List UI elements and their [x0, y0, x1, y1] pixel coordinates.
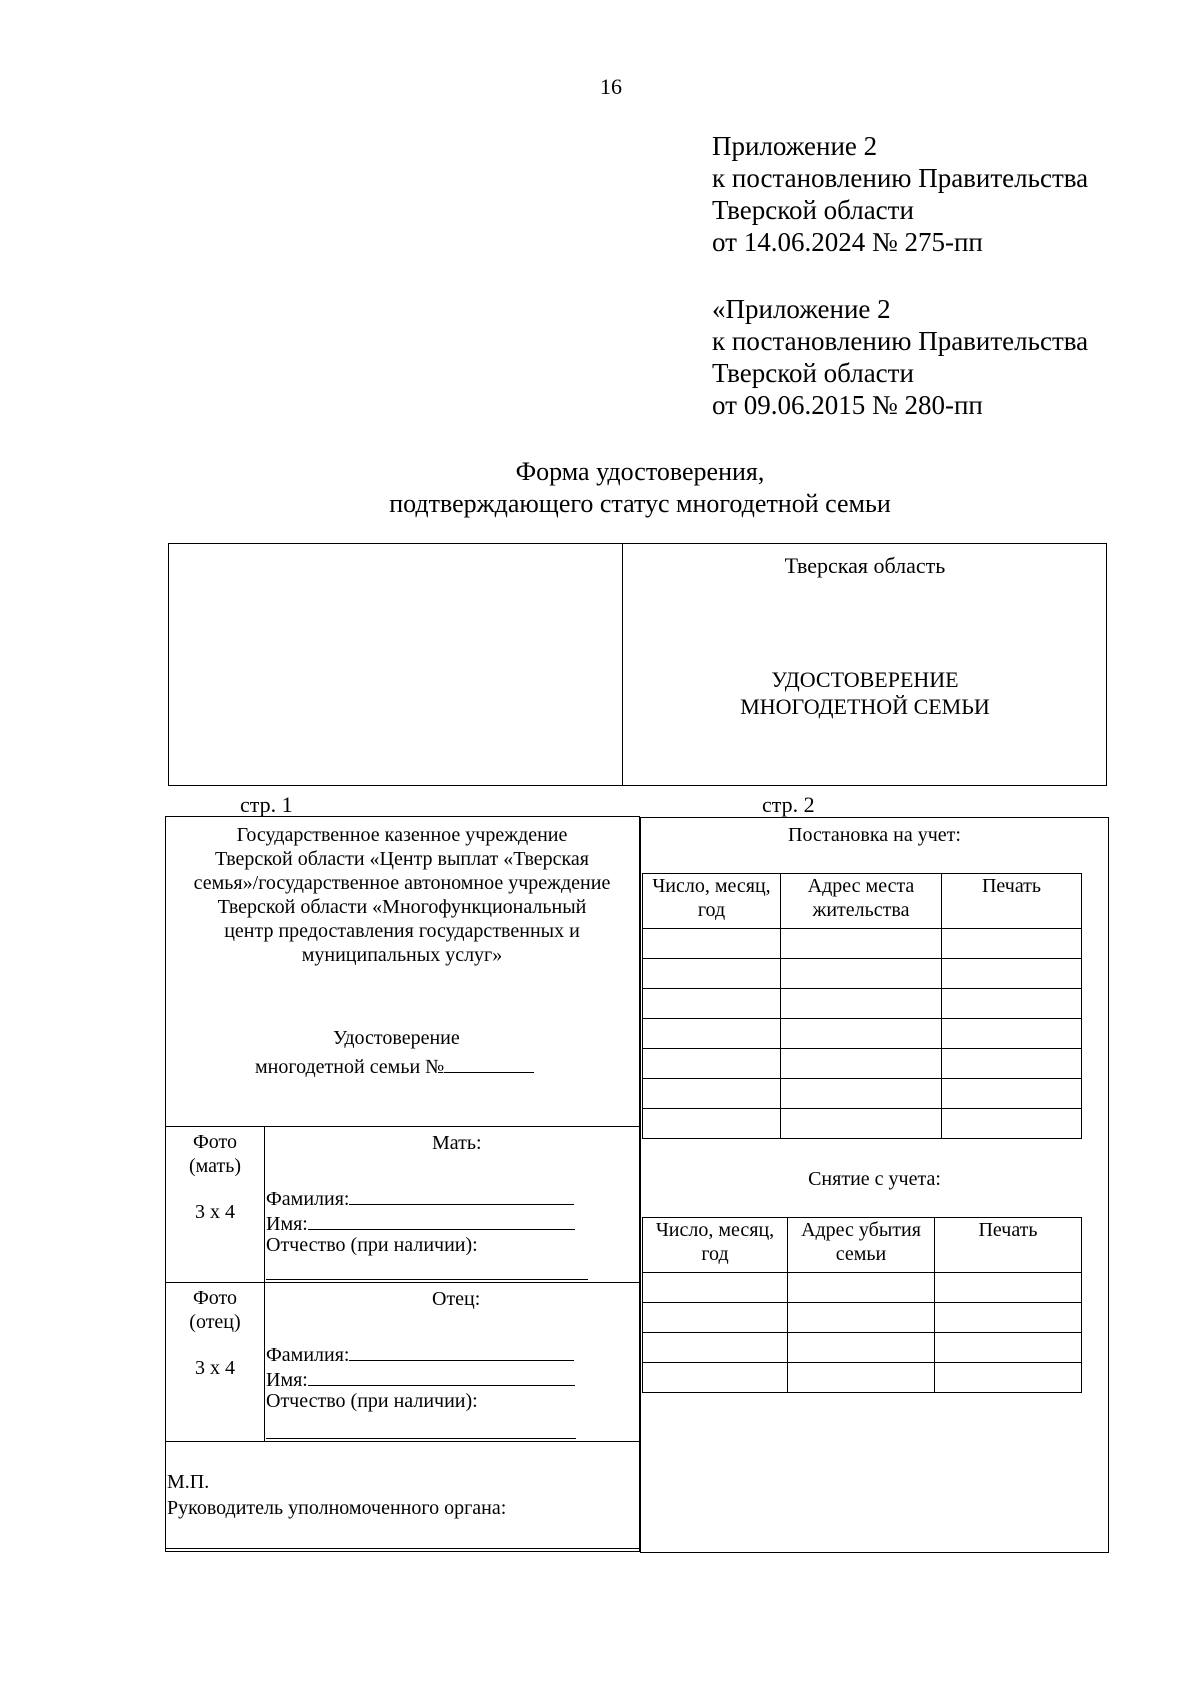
- header-line: Адрес убытия: [801, 1219, 921, 1241]
- table-cell[interactable]: [643, 1333, 788, 1363]
- certificate-number-text: многодетной семьи №: [255, 1056, 445, 1078]
- table-row: [643, 1363, 1082, 1393]
- header-line: год: [697, 899, 726, 921]
- table-cell[interactable]: [643, 1363, 788, 1393]
- table-cell[interactable]: [643, 929, 781, 959]
- appendix-line: к постановлению Правительства: [712, 326, 1089, 356]
- table-row: [643, 1303, 1082, 1333]
- signature-top-divider: [165, 1441, 640, 1442]
- table-header-cell: [781, 874, 942, 929]
- mother-surname-row: [266, 1184, 574, 1211]
- table-cell[interactable]: [781, 959, 942, 989]
- institution-line: семья»/государственное автономное учреждение: [193, 872, 611, 894]
- mother-heading: Мать:: [432, 1132, 482, 1154]
- institution-line: центр предоставления государственных и: [224, 920, 580, 942]
- header-line: год: [701, 1243, 729, 1265]
- table-header-cell: [643, 874, 781, 929]
- table-row: [643, 959, 1082, 989]
- table-cell[interactable]: [643, 959, 781, 989]
- appendix-original: [712, 293, 1088, 421]
- name-label: Имя:: [266, 1213, 308, 1235]
- table-row: [643, 1019, 1082, 1049]
- page1-label: стр. 1: [240, 792, 293, 817]
- mother-patronymic-field[interactable]: [266, 1279, 588, 1280]
- table-header-cell: [935, 1218, 1082, 1273]
- table-header-row: [643, 1218, 1082, 1273]
- stamp-placeholder: М.П.: [167, 1471, 210, 1493]
- cover-divider: [622, 543, 623, 786]
- table-row: [643, 1109, 1082, 1139]
- table-cell[interactable]: [942, 1109, 1082, 1139]
- table-row: [643, 929, 1082, 959]
- table-cell[interactable]: [781, 1019, 942, 1049]
- appendix-line: от 09.06.2015 № 280-пп: [712, 390, 983, 420]
- appendix-line: «Приложение 2: [712, 294, 891, 324]
- table-cell[interactable]: [781, 1109, 942, 1139]
- header-line: жительства: [812, 899, 910, 921]
- header-line: семьи: [835, 1243, 887, 1265]
- photo-size: 3 х 4: [195, 1357, 235, 1379]
- institution-name: [167, 823, 637, 967]
- header-line: Адрес места: [807, 875, 915, 897]
- appendix-line: Тверской области: [712, 358, 914, 388]
- table-cell[interactable]: [942, 929, 1082, 959]
- table-cell[interactable]: [788, 1303, 935, 1333]
- father-photo-placeholder: [167, 1286, 263, 1380]
- father-heading: Отец:: [432, 1288, 481, 1310]
- cover-box: [168, 543, 1107, 786]
- father-top-divider: [165, 1282, 640, 1283]
- institution-line: Тверской области «Многофункциональный: [217, 896, 587, 918]
- cover-title-line: МНОГОДЕТНОЙ СЕМЬИ: [740, 694, 990, 719]
- deregistration-heading: Снятие с учета:: [808, 1168, 941, 1190]
- registration-table: [642, 873, 1082, 1139]
- photo-label: Фото: [192, 1131, 237, 1153]
- table-cell[interactable]: [942, 1019, 1082, 1049]
- father-name-row: [266, 1365, 575, 1392]
- cover-region: Тверская область: [784, 553, 946, 578]
- table-cell[interactable]: [781, 1049, 942, 1079]
- father-name-field[interactable]: [308, 1365, 575, 1386]
- table-cell[interactable]: [643, 1109, 781, 1139]
- registration-heading: Постановка на учет:: [788, 824, 961, 846]
- appendix-current: [712, 130, 1088, 258]
- table-row: [643, 1273, 1082, 1303]
- photo-label: Фото: [192, 1287, 237, 1309]
- institution-line: муниципальных услуг»: [301, 944, 503, 966]
- mother-name-field[interactable]: [308, 1209, 575, 1230]
- table-cell[interactable]: [643, 1019, 781, 1049]
- table-cell[interactable]: [781, 1079, 942, 1109]
- page-number: 16: [600, 74, 622, 99]
- deregistration-table: [642, 1217, 1082, 1393]
- header-line: Печать: [978, 1219, 1038, 1241]
- page2-label: стр. 2: [762, 792, 815, 817]
- appendix-line: Тверской области: [712, 195, 914, 225]
- table-cell[interactable]: [935, 1273, 1082, 1303]
- table-header-cell: [788, 1218, 935, 1273]
- head-signature-label: Руководитель уполномоченного органа:: [167, 1497, 507, 1519]
- table-row: [643, 1333, 1082, 1363]
- appendix-line: от 14.06.2024 № 275-пп: [712, 227, 983, 257]
- table-cell[interactable]: [643, 989, 781, 1019]
- institution-line: Тверской области «Центр выплат «Тверская: [214, 848, 590, 870]
- father-surname-row: [266, 1340, 574, 1367]
- surname-label: Фамилия:: [266, 1344, 350, 1366]
- photo-caption: (отец): [189, 1311, 241, 1333]
- table-cell[interactable]: [935, 1333, 1082, 1363]
- form-title-line: Форма удостоверения,: [515, 457, 765, 486]
- certificate-title: Удостоверение: [333, 1027, 460, 1049]
- table-cell[interactable]: [935, 1363, 1082, 1393]
- mother-photo-placeholder: [167, 1130, 263, 1224]
- surname-label: Фамилия:: [266, 1188, 350, 1210]
- photo-size: 3 х 4: [195, 1201, 235, 1223]
- table-cell[interactable]: [781, 989, 942, 1019]
- institution-line: Государственное казенное учреждение: [236, 824, 568, 846]
- table-cell[interactable]: [788, 1273, 935, 1303]
- appendix-line: Приложение 2: [712, 131, 878, 161]
- photo-column-divider: [264, 1126, 265, 1441]
- mother-name-row: [266, 1209, 575, 1236]
- table-cell[interactable]: [781, 929, 942, 959]
- certificate-number-label: [255, 1052, 534, 1079]
- mother-patronymic-label: Отчество (при наличии):: [266, 1234, 478, 1256]
- page1-bottom-border: [165, 1548, 640, 1552]
- header-line: Печать: [981, 875, 1042, 897]
- table-header-cell: [942, 874, 1082, 929]
- table-cell[interactable]: [788, 1333, 935, 1363]
- table-cell[interactable]: [942, 959, 1082, 989]
- name-label: Имя:: [266, 1369, 308, 1391]
- header-line: Число, месяц,: [652, 875, 771, 897]
- father-patronymic-field[interactable]: [266, 1438, 576, 1439]
- certificate-number-field[interactable]: [444, 1052, 534, 1073]
- photo-caption: (мать): [188, 1155, 242, 1177]
- header-line: Число, месяц,: [655, 1219, 775, 1241]
- table-row: [643, 989, 1082, 1019]
- table-row: [643, 1079, 1082, 1109]
- table-cell[interactable]: [643, 1079, 781, 1109]
- father-patronymic-label: Отчество (при наличии):: [266, 1390, 478, 1412]
- mother-surname-field[interactable]: [349, 1184, 574, 1205]
- table-header-row: [643, 874, 1082, 929]
- table-cell[interactable]: [942, 989, 1082, 1019]
- form-title: [300, 456, 980, 520]
- table-cell[interactable]: [643, 1049, 781, 1079]
- appendix-line: к постановлению Правительства: [712, 163, 1089, 193]
- table-cell[interactable]: [788, 1363, 935, 1393]
- form-title-line: подтверждающего статус многодетной семьи: [389, 489, 891, 518]
- table-cell[interactable]: [935, 1303, 1082, 1333]
- table-cell[interactable]: [643, 1273, 788, 1303]
- father-surname-field[interactable]: [349, 1340, 574, 1361]
- cover-title-line: УДОСТОВЕРЕНИЕ: [771, 667, 959, 692]
- table-cell[interactable]: [643, 1303, 788, 1333]
- mother-top-divider: [165, 1126, 640, 1127]
- table-header-cell: [643, 1218, 788, 1273]
- table-cell[interactable]: [942, 1079, 1082, 1109]
- table-cell[interactable]: [942, 1049, 1082, 1079]
- cover-title: [623, 666, 1107, 720]
- table-row: [643, 1049, 1082, 1079]
